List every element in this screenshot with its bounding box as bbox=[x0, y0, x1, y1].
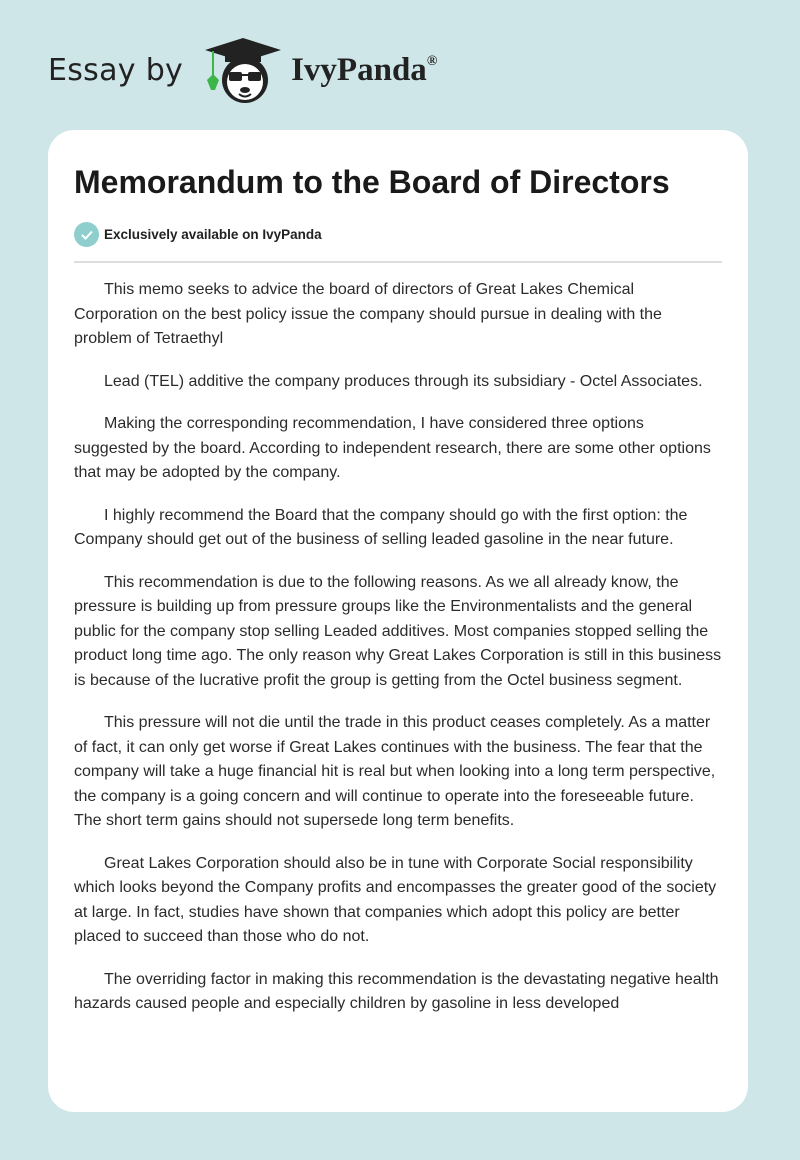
brand-name: IvyPanda® bbox=[291, 51, 438, 88]
paragraph: Great Lakes Corporation should also be in tune with Corporate Social responsibility which looks beyond the Company profits and encompasses the greater good of the society at large. In fact, studies have shown that companies which adopt this policy are better placed to succeed than those who do not. bbox=[74, 854, 717, 945]
paragraph: I highly recommend the Board that the company should go with the first option: the Company should get out of the business of selling leaded gasoline in the near future. bbox=[74, 506, 688, 548]
paragraph: This memo seeks to advice the board of directors of Great Lakes Chemical Corporation on the best policy issue the company should pursue in dealing with the problem of Tetraethyl bbox=[74, 281, 662, 347]
essay-body bbox=[74, 278, 722, 1035]
site-header bbox=[48, 38, 437, 102]
essay-card bbox=[48, 130, 748, 1112]
paragraph: This recommendation is due to the following reasons. As we all already know, the pressure is building up from pressure groups like the Environmentalists and the general public for the company stop selling Leaded additives. Most companies stopped selling the product long time ago. The only reason why Great Lakes Corporation is still in this business is because of the lucrative profit the group is getting from the Octel business segment. bbox=[74, 573, 722, 689]
check-circle-icon bbox=[74, 222, 99, 247]
panda-graduate-icon bbox=[201, 34, 285, 106]
paragraph: Making the corresponding recommendation, I have considered three options suggested by the board. According to independent research, there are some other options that may be adopted by the company. bbox=[74, 415, 711, 481]
ivypanda-logo[interactable] bbox=[201, 34, 437, 106]
paragraph: This pressure will not die until the trade in this product ceases completely. As a matter of fact, it can only get worse if Great Lakes continues with the business. The fear that the company will take a huge financial hit is real but when looking into a long term perspective, the company is a going concern and will continue to operate into the foreseeable future. The short term gains should not supersede long term benefits. bbox=[74, 714, 716, 829]
exclusive-badge bbox=[74, 222, 322, 247]
page-title: Memorandum to the Board of Directors bbox=[74, 164, 670, 200]
paragraph: The overriding factor in making this recommendation is the devastating negative health hazards caused people and especially children by gasoline in less developed bbox=[74, 970, 719, 1012]
essay-by-label: Essay by bbox=[48, 52, 184, 88]
paragraph: Lead (TEL) additive the company produces through its subsidiary - Octel Associates. bbox=[104, 372, 703, 390]
divider bbox=[74, 261, 722, 263]
badge-label: Exclusively available on IvyPanda bbox=[104, 227, 322, 242]
